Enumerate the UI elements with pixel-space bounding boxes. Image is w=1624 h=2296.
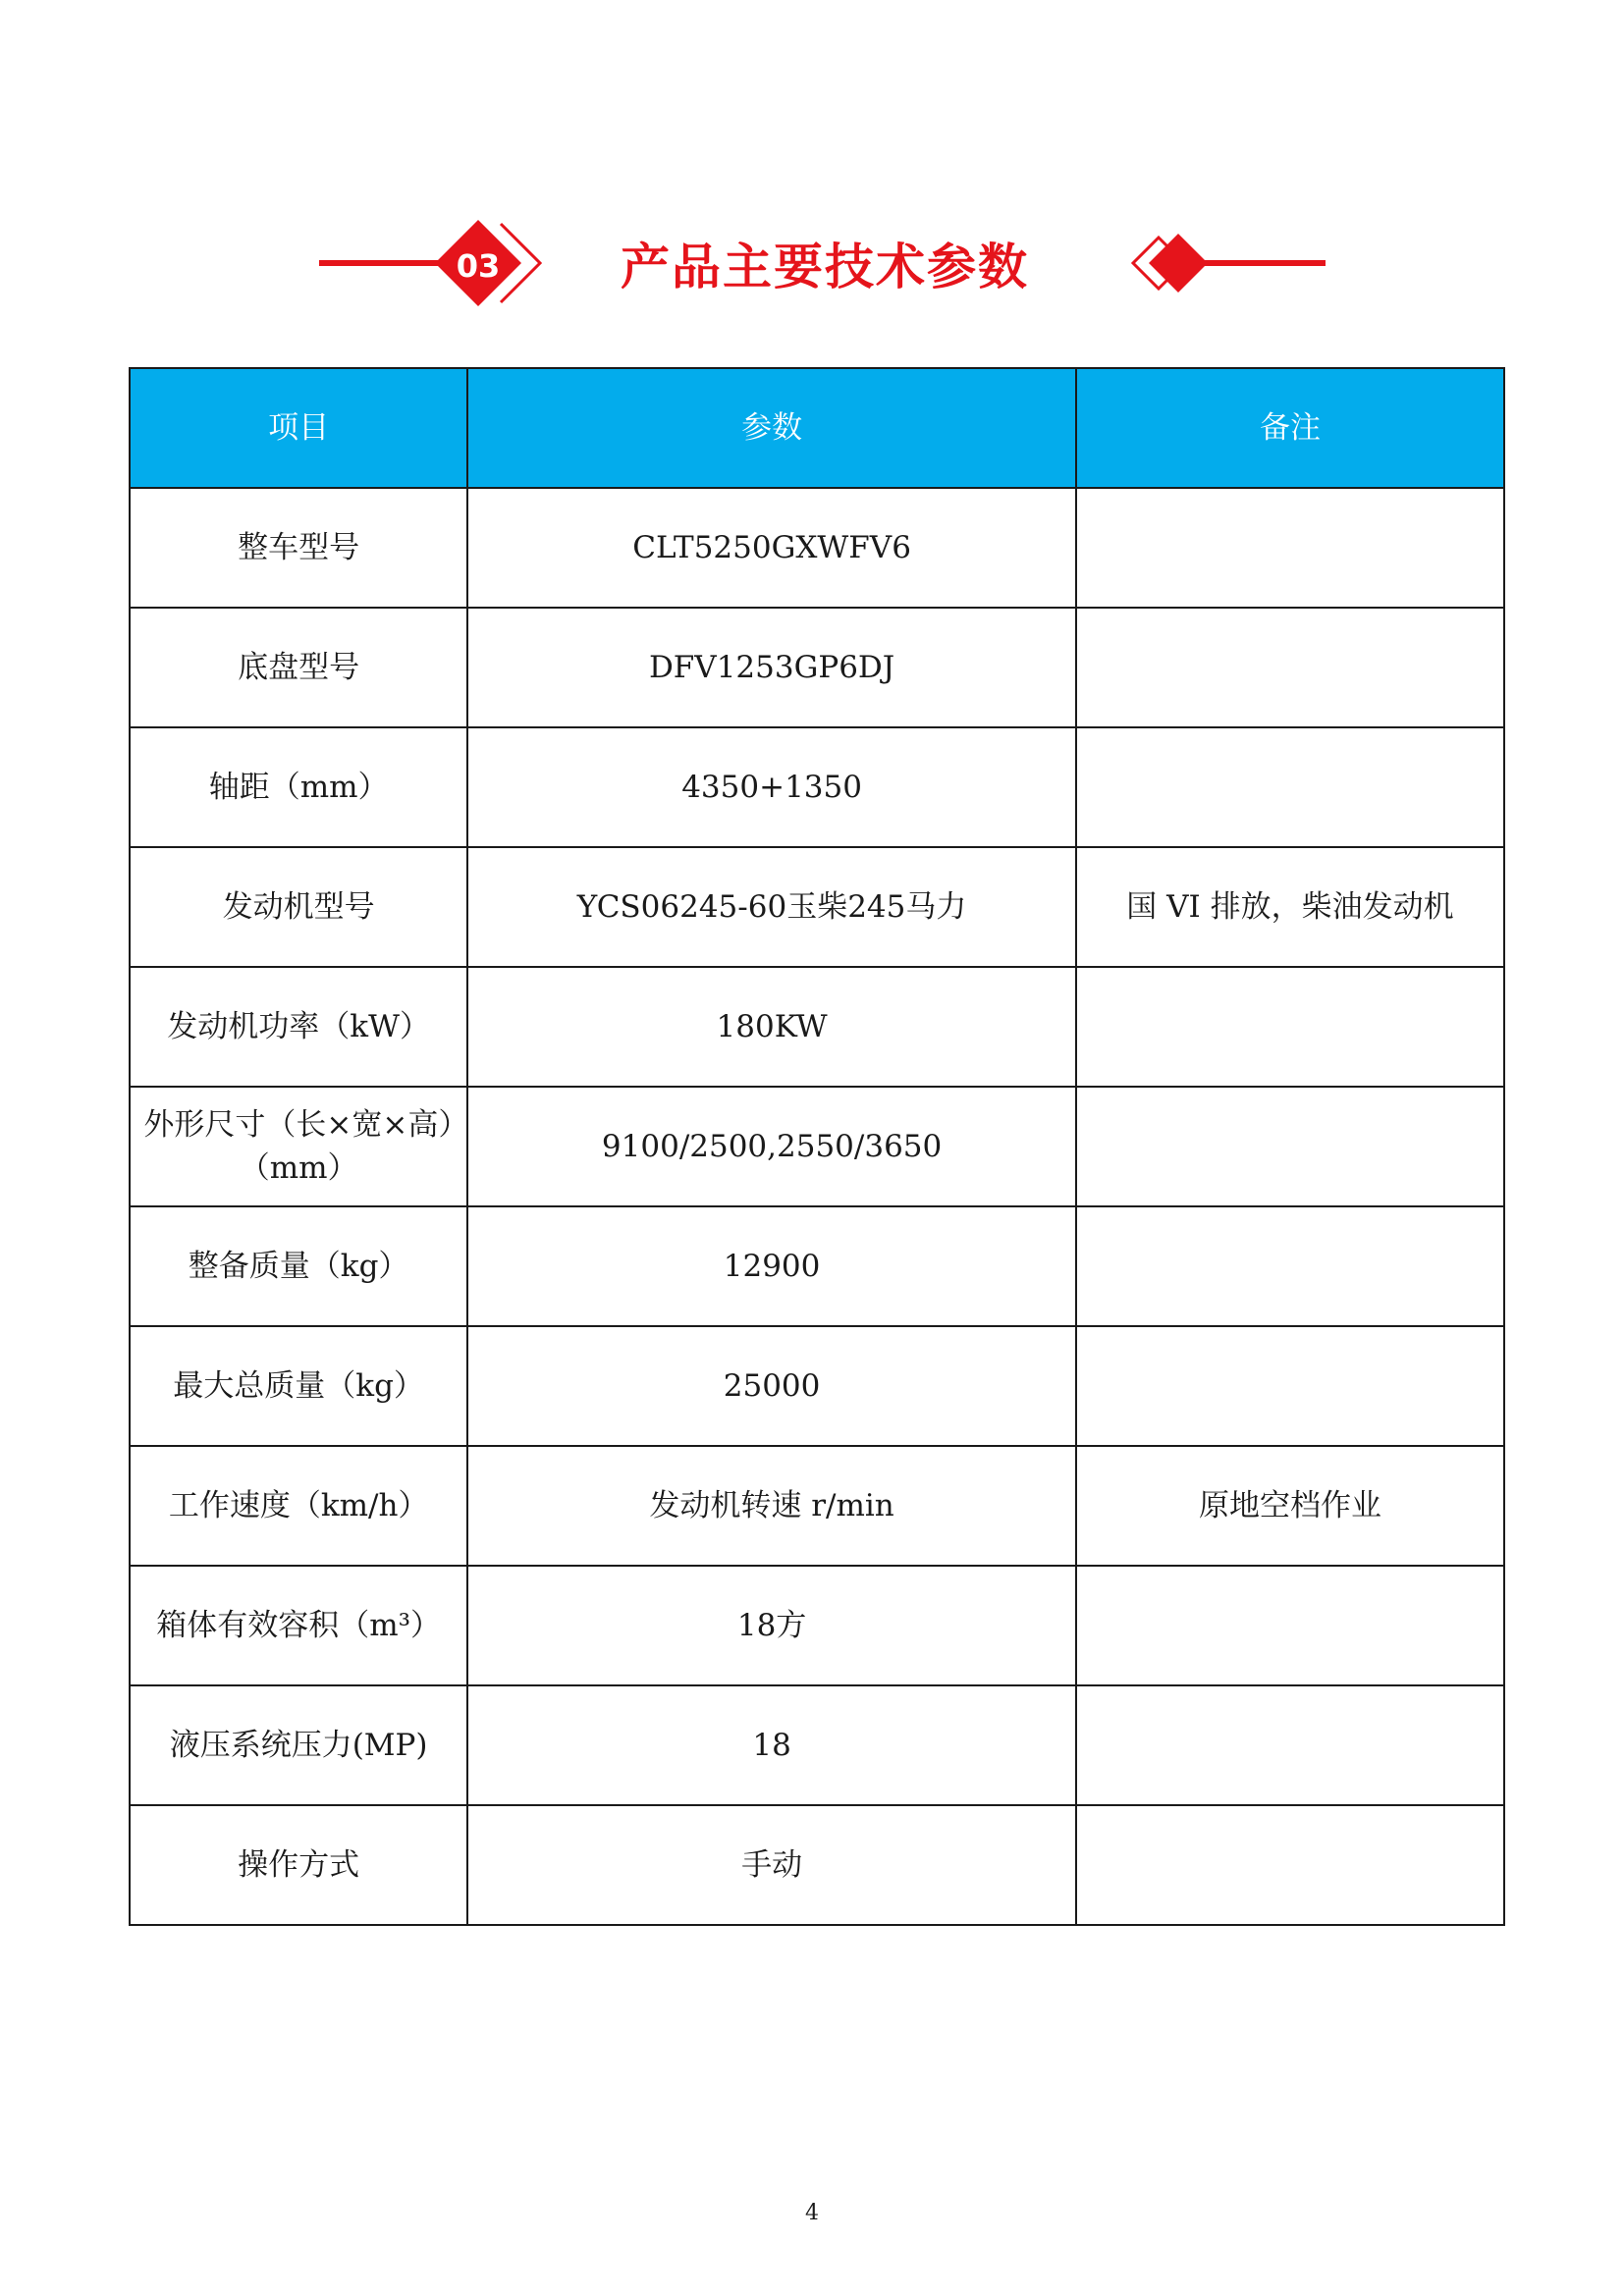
cell-item: 底盘型号 <box>130 608 467 727</box>
cell-item: 最大总质量（kg） <box>130 1326 467 1446</box>
cell-param: 18 <box>467 1685 1076 1805</box>
table-row <box>130 1685 1504 1805</box>
page-title: 产品主要技术参数 <box>621 239 1029 295</box>
header-item: 项目 <box>130 368 467 488</box>
cell-note <box>1076 608 1504 727</box>
table-row <box>130 1566 1504 1685</box>
cell-item: 工作速度（km/h） <box>130 1446 467 1566</box>
cell-note: 国 VI 排放，柴油发动机 <box>1076 847 1504 967</box>
table-row <box>130 1326 1504 1446</box>
table-row <box>130 1087 1504 1206</box>
cell-item: 整备质量（kg） <box>130 1206 467 1326</box>
cell-param: 4350+1350 <box>467 727 1076 847</box>
cell-item: 发动机功率（kW） <box>130 967 467 1087</box>
table-row <box>130 1206 1504 1326</box>
cell-item: 液压系统压力(MP) <box>130 1685 467 1805</box>
cell-note <box>1076 727 1504 847</box>
header-note: 备注 <box>1076 368 1504 488</box>
cell-note <box>1076 1685 1504 1805</box>
cell-note <box>1076 488 1504 608</box>
cell-item: 整车型号 <box>130 488 467 608</box>
table-row <box>130 488 1504 608</box>
cell-param: 发动机转速 r/min <box>467 1446 1076 1566</box>
cell-param: 25000 <box>467 1326 1076 1446</box>
table-row <box>130 967 1504 1087</box>
cell-param: 180KW <box>467 967 1076 1087</box>
cell-param: DFV1253GP6DJ <box>467 608 1076 727</box>
section-number: 03 <box>456 247 501 285</box>
cell-note <box>1076 1566 1504 1685</box>
cell-note <box>1076 1805 1504 1925</box>
cell-note <box>1076 1326 1504 1446</box>
cell-param: 12900 <box>467 1206 1076 1326</box>
cell-item: 操作方式 <box>130 1805 467 1925</box>
cell-param: 18方 <box>467 1566 1076 1685</box>
section-heading <box>0 214 1624 322</box>
cell-param: 9100/2500,2550/3650 <box>467 1087 1076 1206</box>
cell-note <box>1076 967 1504 1087</box>
cell-param: CLT5250GXWFV6 <box>467 488 1076 608</box>
cell-item: 外形尺寸（长×宽×高）（mm） <box>130 1087 467 1206</box>
table-row <box>130 847 1504 967</box>
cell-item: 发动机型号 <box>130 847 467 967</box>
table-row <box>130 1805 1504 1925</box>
table-row <box>130 608 1504 727</box>
page-number: 4 <box>805 2201 819 2225</box>
table-row <box>130 1446 1504 1566</box>
cell-item: 箱体有效容积（m³） <box>130 1566 467 1685</box>
cell-param: 手动 <box>467 1805 1076 1925</box>
cell-note: 原地空档作业 <box>1076 1446 1504 1566</box>
cell-item: 轴距（mm） <box>130 727 467 847</box>
cell-note <box>1076 1087 1504 1206</box>
table-header-row <box>130 368 1504 488</box>
table-row <box>130 727 1504 847</box>
cell-note <box>1076 1206 1504 1326</box>
cell-param: YCS06245-60玉柴245马力 <box>467 847 1076 967</box>
spec-table <box>129 367 1505 1926</box>
header-param: 参数 <box>467 368 1076 488</box>
